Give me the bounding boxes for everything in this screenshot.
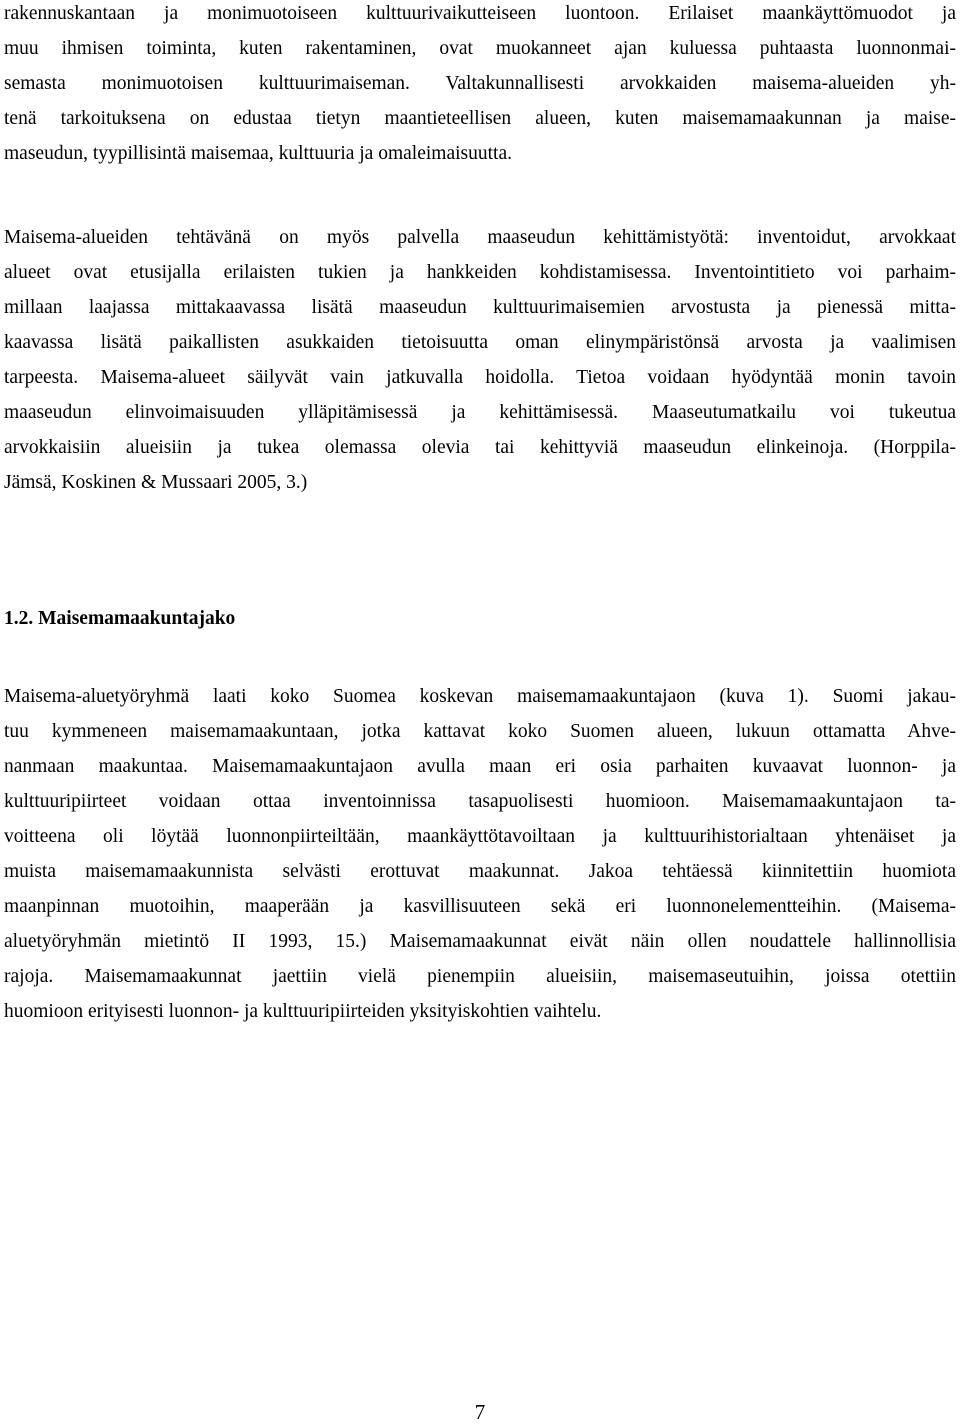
text-line: voitteena oli löytää luonnonpiirteiltään, maankäyttötavoiltaan ja kulttuurihistorialtaan yhtenäiset ja: [4, 826, 956, 847]
text-line: semasta monimuotoisen kulttuurimaiseman. Valtakunnallisesti arvokkaiden maisema-alueiden yh-: [4, 73, 956, 94]
section-heading: 1.2. Maisemamaakuntajako: [4, 608, 236, 629]
text-line: nanmaan maakuntaa. Maisemamaakuntajaon avulla maan eri osia parhaiten kuvaavat luonnon- ja: [4, 756, 956, 777]
text-line: Jämsä, Koskinen & Mussaari 2005, 3.): [4, 472, 308, 493]
text-line: kaavassa lisätä paikallisten asukkaiden tietoisuutta oman elinympäristönsä arvosta ja vaalimisen: [4, 332, 956, 353]
paragraph-rural-development: [4, 224, 956, 504]
text-line: Maisema-aluetyöryhmä laati koko Suomea koskevan maisemamaakuntajaon (kuva 1). Suomi jakau-: [4, 686, 956, 707]
text-line: muu ihmisen toiminta, kuten rakentaminen, ovat muokanneet ajan kuluessa puhtaasta luonnonmai-: [4, 38, 956, 59]
text-line: tarpeesta. Maisema-alueet säilyvät vain jatkuvalla hoidolla. Tietoa voidaan hyödyntää monin tavoin: [4, 367, 956, 388]
text-line: aluetyöryhmän mietintö II 1993, 15.) Maisemamaakunnat eivät näin ollen noudattele hallinnollisia: [4, 931, 956, 952]
paragraph-landscape-provinces: [4, 683, 956, 1033]
text-line: maanpinnan muotoihin, maaperään ja kasvillisuuteen sekä eri luonnonelementteihin. (Maisema-: [4, 896, 956, 917]
text-line: arvokkaisiin alueisiin ja tukea olemassa olevia tai kehittyviä maaseudun elinkeinoja. (Horppila-: [4, 437, 956, 458]
text-line: rajoja. Maisemamaakunnat jaettiin vielä pienempiin alueisiin, maisemaseutuihin, joissa otettiin: [4, 966, 956, 987]
text-line: muista maisemamaakunnista selvästi erottuvat maakunnat. Jakoa tehtäessä kiinnitettiin huomiota: [4, 861, 956, 882]
text-line: Maisema-alueiden tehtävänä on myös palvella maaseudun kehittämistyötä: inventoidut, arvokkaat: [4, 227, 956, 248]
text-line: huomioon erityisesti luonnon- ja kulttuuripiirteiden yksityiskohtien vaihtelu.: [4, 1001, 602, 1022]
text-line: kulttuuripiirteet voidaan ottaa inventoinnissa tasapuolisesti huomioon. Maisemamaakuntajaon ta-: [4, 791, 956, 812]
text-line: maaseudun elinvoimaisuuden ylläpitämisessä ja kehittämisessä. Maaseutumatkailu voi tukeutua: [4, 402, 956, 423]
text-line: alueet ovat etusijalla erilaisten tukien ja hankkeiden kohdistamisessa. Inventointitieto voi parhaim-: [4, 262, 956, 283]
text-line: tenä tarkoituksena on edustaa tietyn maantieteellisen alueen, kuten maisemamaakunnan ja maise-: [4, 108, 956, 129]
text-line: maseudun, tyypillisintä maisemaa, kulttuuria ja omaleimaisuutta.: [4, 143, 512, 164]
text-line: tuu kymmeneen maisemamaakuntaan, jotka kattavat koko Suomen alueen, lukuun ottamatta Ahve-: [4, 721, 956, 742]
text-line: rakennuskantaan ja monimuotoiseen kulttuurivaikutteiseen luontoon. Erilaiset maankäyttömuodot ja: [4, 3, 956, 24]
paragraph-landscape-areas: [4, 0, 956, 175]
text-line: millaan laajassa mittakaavassa lisätä maaseudun kulttuurimaisemien arvostusta ja pienessä mitta-: [4, 297, 956, 318]
page-number: 7: [474, 1400, 486, 1424]
